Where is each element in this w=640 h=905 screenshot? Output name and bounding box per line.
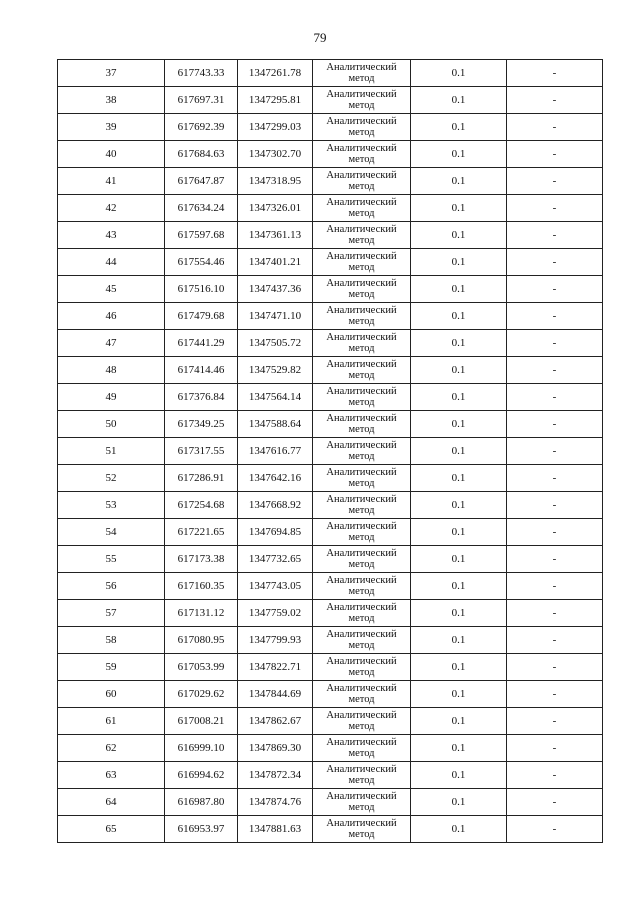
accuracy-cell: 0.1 bbox=[411, 816, 507, 843]
method-line-1: Аналитический bbox=[326, 521, 397, 532]
table-row bbox=[58, 816, 603, 843]
x-coordinate-cell: 617173.38 bbox=[165, 546, 238, 573]
note-cell: - bbox=[507, 816, 603, 843]
method-line-1: Аналитический bbox=[326, 683, 397, 694]
note-cell: - bbox=[507, 276, 603, 303]
x-coordinate-cell: 616953.97 bbox=[165, 816, 238, 843]
point-number-cell: 49 bbox=[58, 384, 165, 411]
table-row bbox=[58, 60, 603, 87]
method-line-1: Аналитический bbox=[326, 791, 397, 802]
method-line-1: Аналитический bbox=[326, 656, 397, 667]
method-line-2: метод bbox=[348, 451, 375, 462]
table-row bbox=[58, 303, 603, 330]
y-coordinate-cell: 1347529.82 bbox=[238, 357, 313, 384]
accuracy-cell: 0.1 bbox=[411, 195, 507, 222]
accuracy-cell: 0.1 bbox=[411, 168, 507, 195]
method-line-1: Аналитический bbox=[326, 494, 397, 505]
accuracy-cell: 0.1 bbox=[411, 357, 507, 384]
x-coordinate-cell: 616987.80 bbox=[165, 789, 238, 816]
x-coordinate-cell: 617697.31 bbox=[165, 87, 238, 114]
accuracy-cell: 0.1 bbox=[411, 519, 507, 546]
method-cell bbox=[313, 60, 411, 87]
method-line-2: метод bbox=[348, 505, 375, 516]
x-coordinate-cell: 617516.10 bbox=[165, 276, 238, 303]
accuracy-cell: 0.1 bbox=[411, 222, 507, 249]
table-row bbox=[58, 735, 603, 762]
accuracy-cell: 0.1 bbox=[411, 492, 507, 519]
note-cell: - bbox=[507, 438, 603, 465]
table-row bbox=[58, 330, 603, 357]
table-row bbox=[58, 681, 603, 708]
accuracy-cell: 0.1 bbox=[411, 627, 507, 654]
method-line-2: метод bbox=[348, 289, 375, 300]
point-number-cell: 63 bbox=[58, 762, 165, 789]
point-number-cell: 37 bbox=[58, 60, 165, 87]
method-line-2: метод bbox=[348, 154, 375, 165]
y-coordinate-cell: 1347732.65 bbox=[238, 546, 313, 573]
method-line-1: Аналитический bbox=[326, 602, 397, 613]
method-line-2: метод bbox=[348, 478, 375, 489]
y-coordinate-cell: 1347759.02 bbox=[238, 600, 313, 627]
x-coordinate-cell: 617221.65 bbox=[165, 519, 238, 546]
method-line-2: метод bbox=[348, 208, 375, 219]
method-line-2: метод bbox=[348, 532, 375, 543]
method-line-2: метод bbox=[348, 424, 375, 435]
y-coordinate-cell: 1347326.01 bbox=[238, 195, 313, 222]
method-line-1: Аналитический bbox=[326, 224, 397, 235]
y-coordinate-cell: 1347694.85 bbox=[238, 519, 313, 546]
point-number-cell: 53 bbox=[58, 492, 165, 519]
method-line-1: Аналитический bbox=[326, 197, 397, 208]
y-coordinate-cell: 1347881.63 bbox=[238, 816, 313, 843]
point-number-cell: 39 bbox=[58, 114, 165, 141]
y-coordinate-cell: 1347872.34 bbox=[238, 762, 313, 789]
accuracy-cell: 0.1 bbox=[411, 546, 507, 573]
x-coordinate-cell: 617743.33 bbox=[165, 60, 238, 87]
y-coordinate-cell: 1347564.14 bbox=[238, 384, 313, 411]
table-row bbox=[58, 654, 603, 681]
method-line-2: метод bbox=[348, 586, 375, 597]
point-number-cell: 60 bbox=[58, 681, 165, 708]
method-line-1: Аналитический bbox=[326, 764, 397, 775]
accuracy-cell: 0.1 bbox=[411, 330, 507, 357]
note-cell: - bbox=[507, 519, 603, 546]
method-line-2: метод bbox=[348, 775, 375, 786]
method-cell bbox=[313, 87, 411, 114]
x-coordinate-cell: 617160.35 bbox=[165, 573, 238, 600]
method-line-2: метод bbox=[348, 127, 375, 138]
y-coordinate-cell: 1347869.30 bbox=[238, 735, 313, 762]
method-cell bbox=[313, 330, 411, 357]
table-row bbox=[58, 627, 603, 654]
note-cell: - bbox=[507, 762, 603, 789]
method-line-1: Аналитический bbox=[326, 278, 397, 289]
x-coordinate-cell: 617692.39 bbox=[165, 114, 238, 141]
accuracy-cell: 0.1 bbox=[411, 600, 507, 627]
note-cell: - bbox=[507, 303, 603, 330]
note-cell: - bbox=[507, 465, 603, 492]
point-number-cell: 57 bbox=[58, 600, 165, 627]
point-number-cell: 41 bbox=[58, 168, 165, 195]
note-cell: - bbox=[507, 141, 603, 168]
point-number-cell: 62 bbox=[58, 735, 165, 762]
accuracy-cell: 0.1 bbox=[411, 789, 507, 816]
point-number-cell: 50 bbox=[58, 411, 165, 438]
point-number-cell: 64 bbox=[58, 789, 165, 816]
point-number-cell: 59 bbox=[58, 654, 165, 681]
point-number-cell: 52 bbox=[58, 465, 165, 492]
method-line-1: Аналитический bbox=[326, 116, 397, 127]
method-cell bbox=[313, 303, 411, 330]
accuracy-cell: 0.1 bbox=[411, 735, 507, 762]
method-cell bbox=[313, 438, 411, 465]
y-coordinate-cell: 1347799.93 bbox=[238, 627, 313, 654]
y-coordinate-cell: 1347588.64 bbox=[238, 411, 313, 438]
coordinates-table-body bbox=[58, 60, 603, 843]
method-cell bbox=[313, 168, 411, 195]
method-cell bbox=[313, 735, 411, 762]
method-cell bbox=[313, 357, 411, 384]
y-coordinate-cell: 1347505.72 bbox=[238, 330, 313, 357]
point-number-cell: 38 bbox=[58, 87, 165, 114]
method-line-2: метод bbox=[348, 802, 375, 813]
table-row bbox=[58, 708, 603, 735]
method-cell bbox=[313, 654, 411, 681]
x-coordinate-cell: 617647.87 bbox=[165, 168, 238, 195]
table-row bbox=[58, 762, 603, 789]
method-cell bbox=[313, 492, 411, 519]
method-line-2: метод bbox=[348, 694, 375, 705]
x-coordinate-cell: 617554.46 bbox=[165, 249, 238, 276]
note-cell: - bbox=[507, 222, 603, 249]
x-coordinate-cell: 617317.55 bbox=[165, 438, 238, 465]
table-row bbox=[58, 141, 603, 168]
point-number-cell: 55 bbox=[58, 546, 165, 573]
method-line-1: Аналитический bbox=[326, 710, 397, 721]
note-cell: - bbox=[507, 735, 603, 762]
note-cell: - bbox=[507, 546, 603, 573]
y-coordinate-cell: 1347642.16 bbox=[238, 465, 313, 492]
accuracy-cell: 0.1 bbox=[411, 762, 507, 789]
method-cell bbox=[313, 465, 411, 492]
method-line-1: Аналитический bbox=[326, 170, 397, 181]
point-number-cell: 56 bbox=[58, 573, 165, 600]
table-row bbox=[58, 357, 603, 384]
x-coordinate-cell: 617029.62 bbox=[165, 681, 238, 708]
y-coordinate-cell: 1347299.03 bbox=[238, 114, 313, 141]
note-cell: - bbox=[507, 492, 603, 519]
method-cell bbox=[313, 249, 411, 276]
table-row bbox=[58, 546, 603, 573]
point-number-cell: 58 bbox=[58, 627, 165, 654]
method-line-1: Аналитический bbox=[326, 386, 397, 397]
method-cell bbox=[313, 222, 411, 249]
y-coordinate-cell: 1347862.67 bbox=[238, 708, 313, 735]
y-coordinate-cell: 1347822.71 bbox=[238, 654, 313, 681]
table-row bbox=[58, 195, 603, 222]
x-coordinate-cell: 617376.84 bbox=[165, 384, 238, 411]
x-coordinate-cell: 617080.95 bbox=[165, 627, 238, 654]
accuracy-cell: 0.1 bbox=[411, 60, 507, 87]
note-cell: - bbox=[507, 654, 603, 681]
point-number-cell: 43 bbox=[58, 222, 165, 249]
method-line-1: Аналитический bbox=[326, 818, 397, 829]
method-line-1: Аналитический bbox=[326, 440, 397, 451]
y-coordinate-cell: 1347844.69 bbox=[238, 681, 313, 708]
method-line-2: метод bbox=[348, 316, 375, 327]
x-coordinate-cell: 617634.24 bbox=[165, 195, 238, 222]
y-coordinate-cell: 1347668.92 bbox=[238, 492, 313, 519]
method-cell bbox=[313, 114, 411, 141]
y-coordinate-cell: 1347401.21 bbox=[238, 249, 313, 276]
note-cell: - bbox=[507, 195, 603, 222]
table-row bbox=[58, 573, 603, 600]
x-coordinate-cell: 617441.29 bbox=[165, 330, 238, 357]
method-line-2: метод bbox=[348, 721, 375, 732]
table-row bbox=[58, 276, 603, 303]
table-row bbox=[58, 411, 603, 438]
y-coordinate-cell: 1347743.05 bbox=[238, 573, 313, 600]
method-cell bbox=[313, 573, 411, 600]
point-number-cell: 46 bbox=[58, 303, 165, 330]
method-cell bbox=[313, 627, 411, 654]
method-cell bbox=[313, 762, 411, 789]
method-line-1: Аналитический bbox=[326, 737, 397, 748]
note-cell: - bbox=[507, 627, 603, 654]
x-coordinate-cell: 617053.99 bbox=[165, 654, 238, 681]
y-coordinate-cell: 1347295.81 bbox=[238, 87, 313, 114]
method-line-2: метод bbox=[348, 370, 375, 381]
note-cell: - bbox=[507, 708, 603, 735]
method-cell bbox=[313, 681, 411, 708]
y-coordinate-cell: 1347318.95 bbox=[238, 168, 313, 195]
point-number-cell: 45 bbox=[58, 276, 165, 303]
point-number-cell: 51 bbox=[58, 438, 165, 465]
method-line-2: метод bbox=[348, 667, 375, 678]
x-coordinate-cell: 617479.68 bbox=[165, 303, 238, 330]
method-line-2: метод bbox=[348, 235, 375, 246]
y-coordinate-cell: 1347471.10 bbox=[238, 303, 313, 330]
x-coordinate-cell: 617254.68 bbox=[165, 492, 238, 519]
note-cell: - bbox=[507, 330, 603, 357]
y-coordinate-cell: 1347437.36 bbox=[238, 276, 313, 303]
x-coordinate-cell: 617349.25 bbox=[165, 411, 238, 438]
note-cell: - bbox=[507, 357, 603, 384]
x-coordinate-cell: 617597.68 bbox=[165, 222, 238, 249]
table-row bbox=[58, 492, 603, 519]
table-row bbox=[58, 465, 603, 492]
method-line-1: Аналитический bbox=[326, 629, 397, 640]
y-coordinate-cell: 1347261.78 bbox=[238, 60, 313, 87]
page-number: 79 bbox=[313, 30, 327, 45]
point-number-cell: 48 bbox=[58, 357, 165, 384]
method-line-1: Аналитический bbox=[326, 575, 397, 586]
method-cell bbox=[313, 816, 411, 843]
method-line-2: метод bbox=[348, 613, 375, 624]
method-line-2: метод bbox=[348, 73, 375, 84]
point-number-cell: 44 bbox=[58, 249, 165, 276]
method-line-1: Аналитический bbox=[326, 332, 397, 343]
note-cell: - bbox=[507, 681, 603, 708]
point-number-cell: 61 bbox=[58, 708, 165, 735]
point-number-cell: 47 bbox=[58, 330, 165, 357]
method-cell bbox=[313, 546, 411, 573]
method-cell bbox=[313, 708, 411, 735]
point-number-cell: 42 bbox=[58, 195, 165, 222]
method-cell bbox=[313, 384, 411, 411]
accuracy-cell: 0.1 bbox=[411, 438, 507, 465]
table-row bbox=[58, 249, 603, 276]
accuracy-cell: 0.1 bbox=[411, 681, 507, 708]
method-line-1: Аналитический bbox=[326, 62, 397, 73]
accuracy-cell: 0.1 bbox=[411, 411, 507, 438]
accuracy-cell: 0.1 bbox=[411, 114, 507, 141]
method-cell bbox=[313, 195, 411, 222]
note-cell: - bbox=[507, 249, 603, 276]
y-coordinate-cell: 1347361.13 bbox=[238, 222, 313, 249]
method-line-1: Аналитический bbox=[326, 467, 397, 478]
note-cell: - bbox=[507, 87, 603, 114]
x-coordinate-cell: 616999.10 bbox=[165, 735, 238, 762]
table-row bbox=[58, 168, 603, 195]
note-cell: - bbox=[507, 384, 603, 411]
method-cell bbox=[313, 789, 411, 816]
note-cell: - bbox=[507, 168, 603, 195]
y-coordinate-cell: 1347874.76 bbox=[238, 789, 313, 816]
method-line-2: метод bbox=[348, 343, 375, 354]
note-cell: - bbox=[507, 573, 603, 600]
table-row bbox=[58, 789, 603, 816]
method-cell bbox=[313, 141, 411, 168]
method-line-1: Аналитический bbox=[326, 143, 397, 154]
method-line-1: Аналитический bbox=[326, 413, 397, 424]
table-row bbox=[58, 600, 603, 627]
table-row bbox=[58, 519, 603, 546]
accuracy-cell: 0.1 bbox=[411, 303, 507, 330]
x-coordinate-cell: 617684.63 bbox=[165, 141, 238, 168]
method-cell bbox=[313, 600, 411, 627]
x-coordinate-cell: 617414.46 bbox=[165, 357, 238, 384]
accuracy-cell: 0.1 bbox=[411, 708, 507, 735]
x-coordinate-cell: 617286.91 bbox=[165, 465, 238, 492]
method-cell bbox=[313, 276, 411, 303]
x-coordinate-cell: 617008.21 bbox=[165, 708, 238, 735]
point-number-cell: 65 bbox=[58, 816, 165, 843]
method-line-2: метод bbox=[348, 100, 375, 111]
accuracy-cell: 0.1 bbox=[411, 249, 507, 276]
table-row bbox=[58, 87, 603, 114]
accuracy-cell: 0.1 bbox=[411, 465, 507, 492]
note-cell: - bbox=[507, 114, 603, 141]
method-line-1: Аналитический bbox=[326, 305, 397, 316]
note-cell: - bbox=[507, 789, 603, 816]
note-cell: - bbox=[507, 411, 603, 438]
method-line-1: Аналитический bbox=[326, 548, 397, 559]
method-line-2: метод bbox=[348, 397, 375, 408]
method-cell bbox=[313, 519, 411, 546]
y-coordinate-cell: 1347302.70 bbox=[238, 141, 313, 168]
note-cell: - bbox=[507, 60, 603, 87]
table-row bbox=[58, 222, 603, 249]
x-coordinate-cell: 617131.12 bbox=[165, 600, 238, 627]
table-row bbox=[58, 384, 603, 411]
y-coordinate-cell: 1347616.77 bbox=[238, 438, 313, 465]
accuracy-cell: 0.1 bbox=[411, 276, 507, 303]
method-line-2: метод bbox=[348, 640, 375, 651]
method-line-1: Аналитический bbox=[326, 359, 397, 370]
x-coordinate-cell: 616994.62 bbox=[165, 762, 238, 789]
method-line-2: метод bbox=[348, 262, 375, 273]
method-line-2: метод bbox=[348, 748, 375, 759]
table-row bbox=[58, 438, 603, 465]
accuracy-cell: 0.1 bbox=[411, 654, 507, 681]
accuracy-cell: 0.1 bbox=[411, 87, 507, 114]
method-line-1: Аналитический bbox=[326, 89, 397, 100]
accuracy-cell: 0.1 bbox=[411, 384, 507, 411]
accuracy-cell: 0.1 bbox=[411, 573, 507, 600]
method-line-2: метод bbox=[348, 829, 375, 840]
note-cell: - bbox=[507, 600, 603, 627]
method-line-2: метод bbox=[348, 181, 375, 192]
coordinates-table bbox=[57, 59, 603, 843]
method-cell bbox=[313, 411, 411, 438]
point-number-cell: 40 bbox=[58, 141, 165, 168]
point-number-cell: 54 bbox=[58, 519, 165, 546]
accuracy-cell: 0.1 bbox=[411, 141, 507, 168]
method-line-2: метод bbox=[348, 559, 375, 570]
table-row bbox=[58, 114, 603, 141]
method-line-1: Аналитический bbox=[326, 251, 397, 262]
